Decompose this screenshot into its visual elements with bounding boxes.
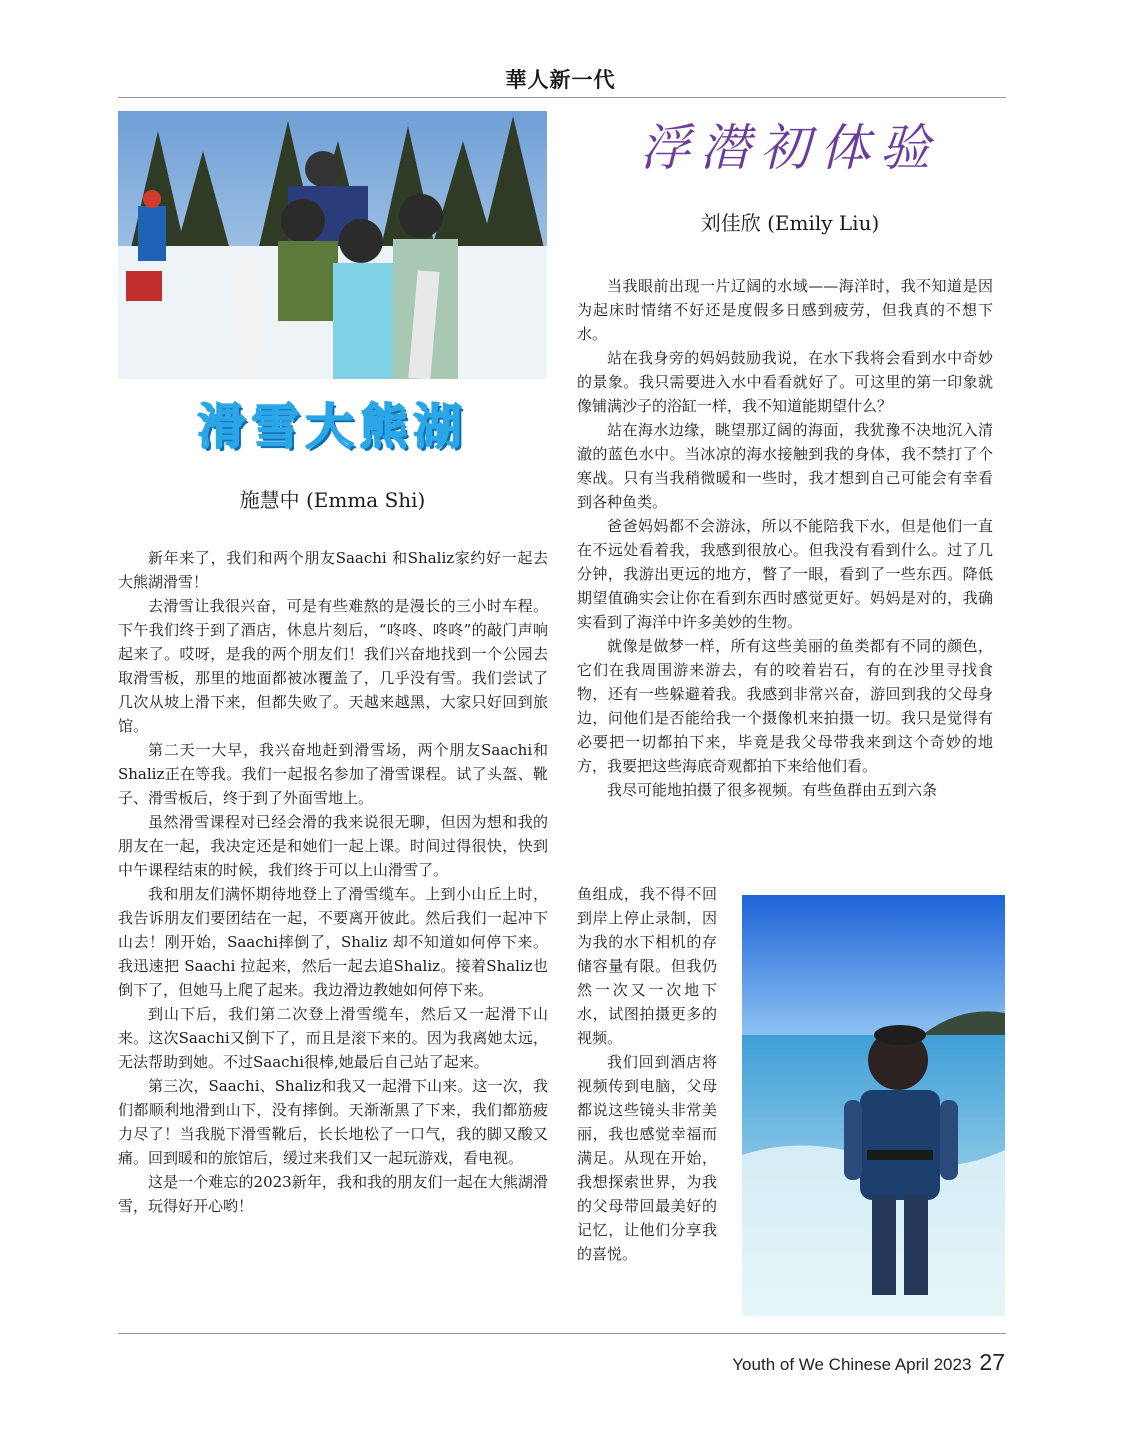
snorkel-paragraph-4: 爸爸妈妈都不会游泳，所以不能陪我下水，但是他们一直在不远处看着我，我感到很放心。但我没有看到什么。过了几分钟，我游出更远的地方，瞥了一眼，看到了一些东西。降低期望值确实会让你在看到东西时感觉更好。妈妈是对的，我确实看到了海洋中许多美妙的生物。 [577,517,993,631]
snorkel-article-author: 刘佳欣 (Emily Liu) [700,211,880,235]
footer-rule [118,1333,1006,1334]
snorkel-article-title: 浮潜初体验 [640,119,940,177]
snorkel-paragraph-2: 站在我身旁的妈妈鼓励我说，在水下我将会看到水中奇妙的景象。我只需要进入水中看看就好了。可这里的第一印象就像铺满沙子的浴缸一样，我不知道能期望什么？ [577,349,993,415]
running-header: 華人新一代 [505,67,616,92]
footer-magazine: Youth of We Chinese April 2023 [732,1355,972,1374]
snorkel-paragraph-3: 站在海水边缘，眺望那辽阔的海面，我犹豫不决地沉入清澈的蓝色水中。当冰凉的海水接触到我的身体，我不禁打了个寒战。只有当我稍微暖和一些时，我才想到自己可能会有幸看到各种鱼类。 [577,421,993,511]
ski-paragraph-6: 到山下后，我们第二次登上滑雪缆车，然后又一起滑下山来。这次Saachi又倒下了，而且是滚下来的。因为我离她太远，无法帮助到她。不过Saachi很棒,她最后自己站了起来。 [118,1005,548,1071]
snorkel-paragraph-7: 我们回到酒店将视频传到电脑，父母都说这些镜头非常美丽，我也感觉幸福而满足。从现在开始，我想探索世界，为我的父母带回最美好的记忆，让他们分享我的喜悦。 [577,1053,717,1263]
ski-photo [118,111,547,379]
ski-paragraph-5: 我和朋友们满怀期待地登上了滑雪缆车。上到小山丘上时，我告诉朋友们要团结在一起，不要离开彼此。然后我们一起冲下山去！刚开始，Saachi摔倒了，Shaliz 却不知道如何停下来。我迅速把 Saachi 拉起来，然后一起去追Shaliz。接着Shaliz也倒下了，但她马上爬了起来。我边滑边教她如何停下来。 [118,885,548,999]
ski-article-title: 滑雪大熊湖 [197,399,468,455]
snorkel-article-body [577,274,993,802]
snorkel-paragraph-1: 当我眼前出现一片辽阔的水域——海洋时，我不知道是因为起床时情绪不好还是度假多日感到疲劳，但我真的不想下水。 [577,277,993,343]
ski-paragraph-2: 去滑雪让我很兴奋，可是有些难熬的是漫长的三小时车程。下午我们终于到了酒店，休息片刻后，“咚咚、咚咚”的敲门声响起来了。哎呀，是我的两个朋友们！我们兴奋地找到一个公园去取滑雪板，那里的地面都被冰覆盖了，几乎没有雪。我们尝试了几次从坡上滑下来，但都失败了。天越来越黑，大家只好回到旅馆。 [118,597,548,735]
snorkel-paragraph-6: 我尽可能地拍摄了很多视频。有些鱼群由五到六条 [607,781,938,799]
ski-paragraph-3: 第二天一大早，我兴奋地赶到滑雪场，两个朋友Saachi和Shaliz正在等我。我们一起报名参加了滑雪课程。试了头盔、靴子、滑雪板后，终于到了外面雪地上。 [118,741,548,807]
ski-paragraph-8: 这是一个难忘的2023新年，我和我的朋友们一起在大熊湖滑雪，玩得好开心哟！ [118,1173,548,1215]
header-rule [118,97,1006,98]
page-number: 27 [979,1349,1005,1375]
ski-article-body [118,546,548,1218]
ski-paragraph-4: 虽然滑雪课程对已经会滑的我来说很无聊，但因为想和我的朋友在一起，我决定还是和她们一起上课。时间过得很快，快到中午课程结束的时候，我们终于可以上山滑雪了。 [118,813,548,879]
beach-photo [742,895,1005,1316]
ski-paragraph-1: 新年来了，我们和两个朋友Saachi 和Shaliz家约好一起去大熊湖滑雪！ [118,549,548,591]
ski-article-author: 施慧中 (Emma Shi) [239,488,426,512]
snorkel-paragraph-6-cont: 鱼组成，我不得不回到岸上停止录制，因为我的水下相机的存储容量有限。但我仍然一次又一次地下水，试图拍摄更多的视频。 [577,885,717,1047]
snorkel-paragraph-5: 就像是做梦一样，所有这些美丽的鱼类都有不同的颜色，它们在我周围游来游去，有的咬着岩石，有的在沙里寻找食物，还有一些躲避着我。我感到非常兴奋，游回到我的父母身边，问他们是否能给我一个摄像机来拍摄一切。我只是觉得有必要把一切都拍下来，毕竟是我父母带我来到这个奇妙的地方，我要把这些海底奇观都拍下来给他们看。 [577,637,993,775]
page-footer [732,1349,1005,1376]
snorkel-article-body-narrow [577,882,717,1266]
ski-paragraph-7: 第三次，Saachi、Shaliz和我又一起滑下山来。这一次，我们都顺利地滑到山下，没有摔倒。天渐渐黑了下来，我们都筋疲力尽了！当我脱下滑雪靴后，长长地松了一口气，我的脚又酸又痛。回到暖和的旅馆后，缓过来我们又一起玩游戏，看电视。 [118,1077,548,1167]
